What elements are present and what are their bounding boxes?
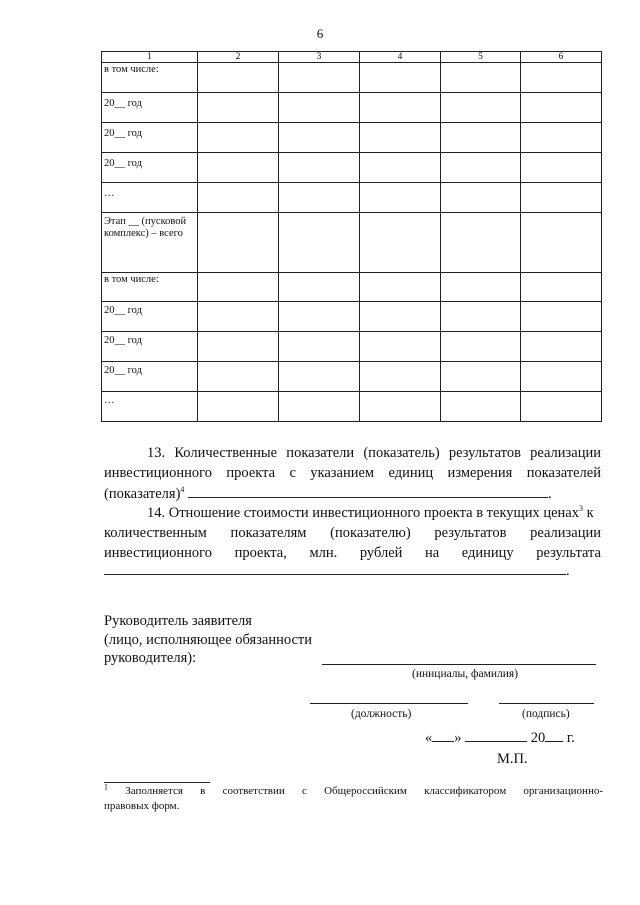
footnote-line2: правовых форм.: [104, 800, 180, 812]
row-label: Этап __ (пусковой комплекс) – всего: [102, 213, 198, 273]
footnote-separator: [104, 782, 210, 783]
item13-line1: 13. Количественные показатели (показатель) результатов реализации: [147, 445, 601, 461]
data-table: [101, 51, 602, 422]
position-caption: (должность): [351, 708, 412, 720]
date-open-quote: «: [425, 730, 433, 746]
item13-label: (показателя): [104, 486, 181, 502]
item14-line3: инвестиционного проекта, млн. рублей на единицу результата: [104, 545, 601, 561]
table-row: [102, 153, 602, 183]
table-row: [102, 183, 602, 213]
footnote-mark: 1: [104, 782, 108, 792]
item14-blank-line: [104, 561, 566, 575]
date-year-blank: [545, 728, 563, 742]
row-label: 20__ год: [102, 93, 198, 123]
item14-text: 14. Отношение стоимости инвестиционного проекта в текущих ценах: [147, 505, 579, 521]
name-caption: (инициалы, фамилия): [412, 668, 519, 680]
row-label: в том числе:: [102, 273, 198, 302]
position-line: [310, 703, 468, 704]
sign-caption: (подпись): [522, 708, 570, 720]
header-cell: 4: [360, 52, 441, 63]
signer-title-line2: (лицо, исполняющее обязанности: [104, 632, 313, 648]
footnote-mark: 4: [180, 485, 185, 495]
signer-title-line3: руководителя):: [104, 650, 197, 666]
table-row: [102, 63, 602, 93]
header-cell: 3: [279, 52, 360, 63]
table-row: [102, 93, 602, 123]
row-label: 20__ год: [102, 123, 198, 153]
footnote-mark: 3: [578, 504, 583, 514]
table-row: [102, 332, 602, 362]
row-label: …: [102, 392, 198, 422]
item13-line2: инвестиционного проекта с указанием единиц измерения показателей: [104, 465, 601, 481]
page-number: 6: [316, 26, 324, 41]
item14-line4: [104, 561, 601, 580]
row-label: 20__ год: [102, 362, 198, 392]
table-header-row: [102, 52, 602, 63]
header-cell: 5: [441, 52, 521, 63]
table-row: [102, 123, 602, 153]
date-month-blank: [465, 728, 527, 742]
footnote-line1: $^1$ Заполняется в соответствии с Общероссийским классификатором организационно-: [104, 782, 603, 797]
row-label: в том числе:: [102, 63, 198, 93]
item14-line2: количественным показателям (показателю) результатов реализации: [104, 525, 601, 541]
stamp-label: М.П.: [497, 751, 528, 767]
date-year-prefix: 20: [530, 730, 546, 746]
table-row: [102, 392, 602, 422]
header-cell: 6: [521, 52, 602, 63]
sign-line: [499, 703, 594, 704]
footnote: [104, 784, 603, 814]
item13-end: .: [548, 486, 552, 502]
item14-line1: [147, 504, 607, 522]
name-signature-line: [322, 664, 596, 665]
header-cell: 2: [198, 52, 279, 63]
table-row: [102, 213, 602, 273]
signer-title-line1: Руководитель заявителя: [104, 613, 252, 629]
date-close-quote: »: [454, 730, 462, 746]
item14-end: .: [566, 563, 570, 579]
table-row: [102, 362, 602, 392]
table-row: [102, 302, 602, 332]
table-row: [102, 273, 602, 302]
item13-blank-line: [188, 484, 548, 498]
row-label: 20__ год: [102, 153, 198, 183]
row-label: 20__ год: [102, 302, 198, 332]
row-label: …: [102, 183, 198, 213]
date-line: [425, 728, 575, 747]
item13-line3: [104, 484, 601, 503]
row-label: 20__ год: [102, 332, 198, 362]
date-day-blank: [432, 728, 454, 742]
header-cell: 1: [102, 52, 198, 63]
item14-text-tail: к: [582, 505, 594, 521]
date-year-suffix: г.: [566, 730, 575, 746]
